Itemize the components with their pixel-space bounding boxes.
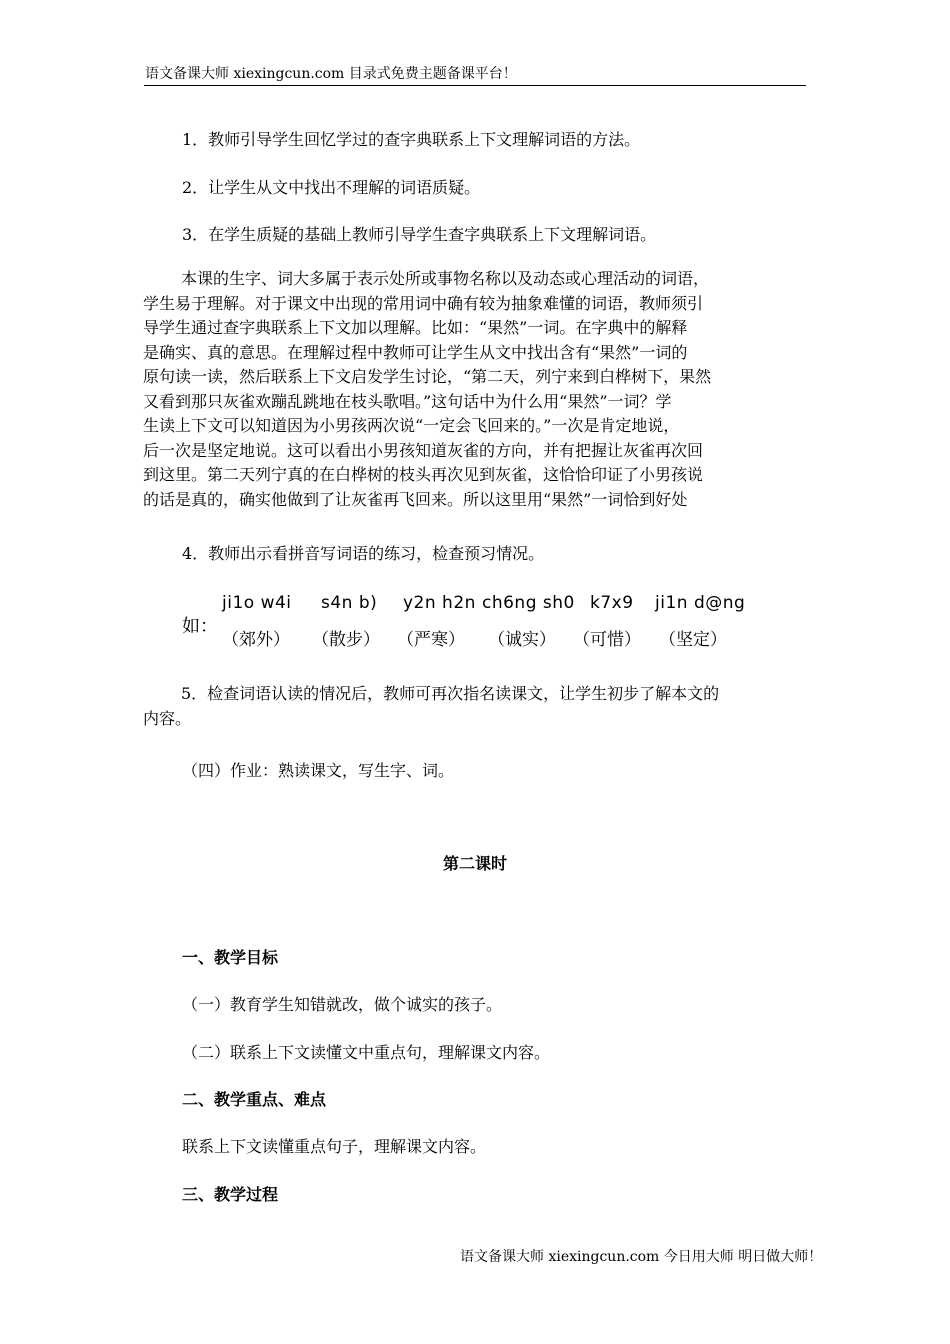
goal-item: （一）教育学生知错就改，做个诚实的孩子。 xyxy=(182,995,503,1014)
pinyin-text: k7x9 xyxy=(590,593,634,613)
vocab-word: （坚定） xyxy=(659,630,727,650)
page-header: 语文备课大师 xiexingcun.com 目录式免费主题备课平台！ xyxy=(145,66,517,82)
vocab-word: （诚实） xyxy=(488,630,556,650)
vocab-word: （散步） xyxy=(312,630,380,650)
lesson-title: 第二课时 xyxy=(442,854,507,873)
example-label: 如： xyxy=(182,616,218,637)
step-2: 2．让学生从文中找出不理解的词语质疑。 xyxy=(182,178,481,197)
step-5-line: 5．检查词语认读的情况后，教师可再次指名读课文，让学生初步了解本文的 xyxy=(181,684,720,703)
pinyin-text: y2n h2n xyxy=(403,593,476,613)
step-4: 4．教师出示看拼音写词语的练习，检查预习情况。 xyxy=(182,544,545,563)
step-5 xyxy=(143,682,808,731)
paragraph-line: 生读上下文可以知道因为小男孩两次说“一定会飞回来的。”一次是肯定地说， xyxy=(143,416,680,435)
paragraph-line: 后一次是坚定地说。这可以看出小男孩知道灰雀的方向，并有把握让灰雀再次回 xyxy=(143,440,704,460)
pinyin-text: ji1o w4i xyxy=(222,593,292,613)
goal-item: （二）联系上下文读懂文中重点句，理解课文内容。 xyxy=(182,1043,551,1062)
focus-text: 联系上下文读懂重点句子，理解课文内容。 xyxy=(182,1137,487,1156)
paragraph-line: 是确实、真的意思。在理解过程中教师可让学生从文中找出含有“果然”一词的 xyxy=(143,342,688,362)
paragraph-line: 又看到那只灰雀欢蹦乱跳地在枝头歌唱。”这句话中为什么用“果然”一词？学 xyxy=(143,391,672,411)
header-divider xyxy=(144,85,806,86)
step-3: 3．在学生质疑的基础上教师引导学生查字典联系上下文理解词语。 xyxy=(182,225,657,244)
paragraph-line: 到这里。第二天列宁真的在白桦树的枝头再次见到灰雀，这恰恰印证了小男孩说 xyxy=(143,465,704,484)
section-heading-focus: 二、教学重点、难点 xyxy=(182,1090,327,1109)
paragraph-line: 本课的生字、词大多属于表示处所或事物名称以及动态或心理活动的词语， xyxy=(181,269,710,288)
paragraph-line: 导学生通过查字典联系上下文加以理解。比如：“果然”一词。在字典中的解释 xyxy=(143,318,688,337)
paragraph-line: 的话是真的，确实他做到了让灰雀再飞回来。所以这里用“果然”一词恰到好处 xyxy=(143,489,688,509)
pinyin-text: ji1n d@ng xyxy=(655,593,746,613)
homework: （四）作业：熟读课文，写生字、词。 xyxy=(182,761,455,780)
page-footer: 语文备课大师 xiexingcun.com 今日用大师 明日做大师！ xyxy=(460,1249,823,1265)
section-heading-process: 三、教学过程 xyxy=(182,1185,279,1204)
step-5-line: 内容。 xyxy=(143,708,192,728)
section-heading-goals: 一、教学目标 xyxy=(182,948,279,967)
pinyin-text: ch6ng sh0 xyxy=(482,593,575,613)
explanation-paragraph xyxy=(143,267,808,512)
vocab-word: （郊外） xyxy=(222,630,290,650)
paragraph-line: 学生易于理解。对于课文中出现的常用词中确有较为抽象难懂的词语，教师须引 xyxy=(143,293,704,313)
vocab-word: （严寒） xyxy=(397,630,465,650)
pinyin-text: s4n b) xyxy=(321,593,378,613)
vocab-word: （可惜） xyxy=(573,630,641,650)
paragraph-line: 原句读一读，然后联系上下文启发学生讨论，“第二天，列宁来到白桦树下，果然 xyxy=(143,367,712,386)
step-1: 1．教师引导学生回忆学过的查字典联系上下文理解词语的方法。 xyxy=(182,130,641,149)
